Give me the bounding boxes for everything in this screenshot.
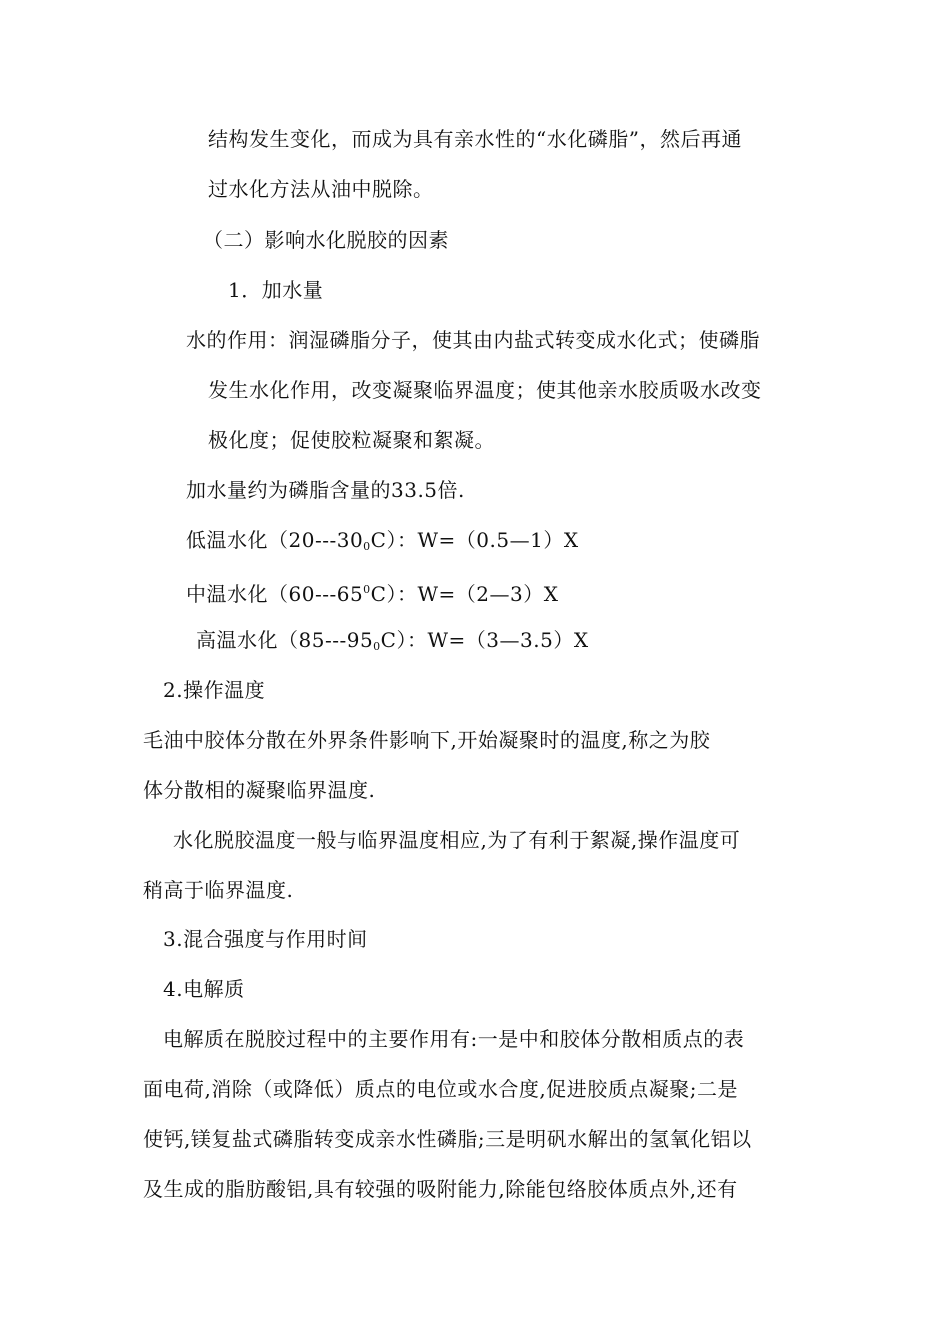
paragraph-line: 水化脱胶温度一般与临界温度相应,为了有利于絮凝,操作温度可 — [173, 828, 741, 852]
formula-high-temp — [196, 626, 589, 661]
subsection-heading: 2.操作温度 — [163, 678, 266, 702]
formula-text: 低温水化（20---30 — [186, 528, 364, 552]
formula-text: 高温水化（85---95 — [196, 628, 374, 652]
paragraph-line: 毛油中胶体分散在外界条件影响下,开始凝聚时的温度,称之为胶 — [143, 728, 711, 752]
paragraph-line: 结构发生变化，而成为具有亲水性的“水化磷脂”，然后再通 — [208, 127, 742, 151]
subsection-heading: 3.混合强度与作用时间 — [163, 927, 368, 951]
degree-mark: 0 — [363, 540, 371, 553]
subsection-heading: 4.电解质 — [163, 977, 245, 1001]
paragraph-line: 及生成的脂肪酸铝,具有较强的吸附能力,除能包络胶体质点外,还有 — [143, 1177, 738, 1201]
section-heading: （二）影响水化脱胶的因素 — [203, 228, 449, 252]
paragraph-line: 水的作用：润湿磷脂分子，使其由内盐式转变成水化式；使磷脂 — [186, 328, 760, 352]
paragraph-line: 发生水化作用，改变凝聚临界温度；使其他亲水胶质吸水改变 — [208, 378, 762, 402]
paragraph-line: 极化度；促使胶粒凝聚和絮凝。 — [208, 428, 495, 452]
subsection-heading: 1．加水量 — [228, 278, 324, 302]
formula-mid-temp — [186, 576, 558, 608]
paragraph-line: 过水化方法从油中脱除。 — [208, 177, 434, 201]
formula-low-temp — [186, 526, 579, 561]
paragraph-line: 面电荷,消除（或降低）质点的电位或水合度,促进胶质点凝聚;二是 — [143, 1077, 738, 1101]
paragraph-line: 使钙,镁复盐式磷脂转变成亲水性磷脂;三是明矾水解出的氢氧化铝以 — [143, 1127, 752, 1151]
degree-mark: 0 — [363, 583, 371, 596]
formula-text: C）：W=（0.5—1）X — [370, 528, 579, 552]
degree-mark: 0 — [373, 640, 381, 653]
paragraph-line: 稍高于临界温度. — [143, 878, 294, 902]
paragraph-line: 加水量约为磷脂含量的33.5倍. — [186, 478, 465, 502]
paragraph-line: 体分散相的凝聚临界温度. — [143, 778, 376, 802]
formula-text: C）：W=（3—3.5）X — [380, 628, 589, 652]
formula-text: C）：W=（2—3）X — [370, 582, 559, 606]
paragraph-line: 电解质在脱胶过程中的主要作用有:一是中和胶体分散相质点的表 — [163, 1027, 745, 1051]
formula-text: 中温水化（60---65 — [186, 582, 364, 606]
